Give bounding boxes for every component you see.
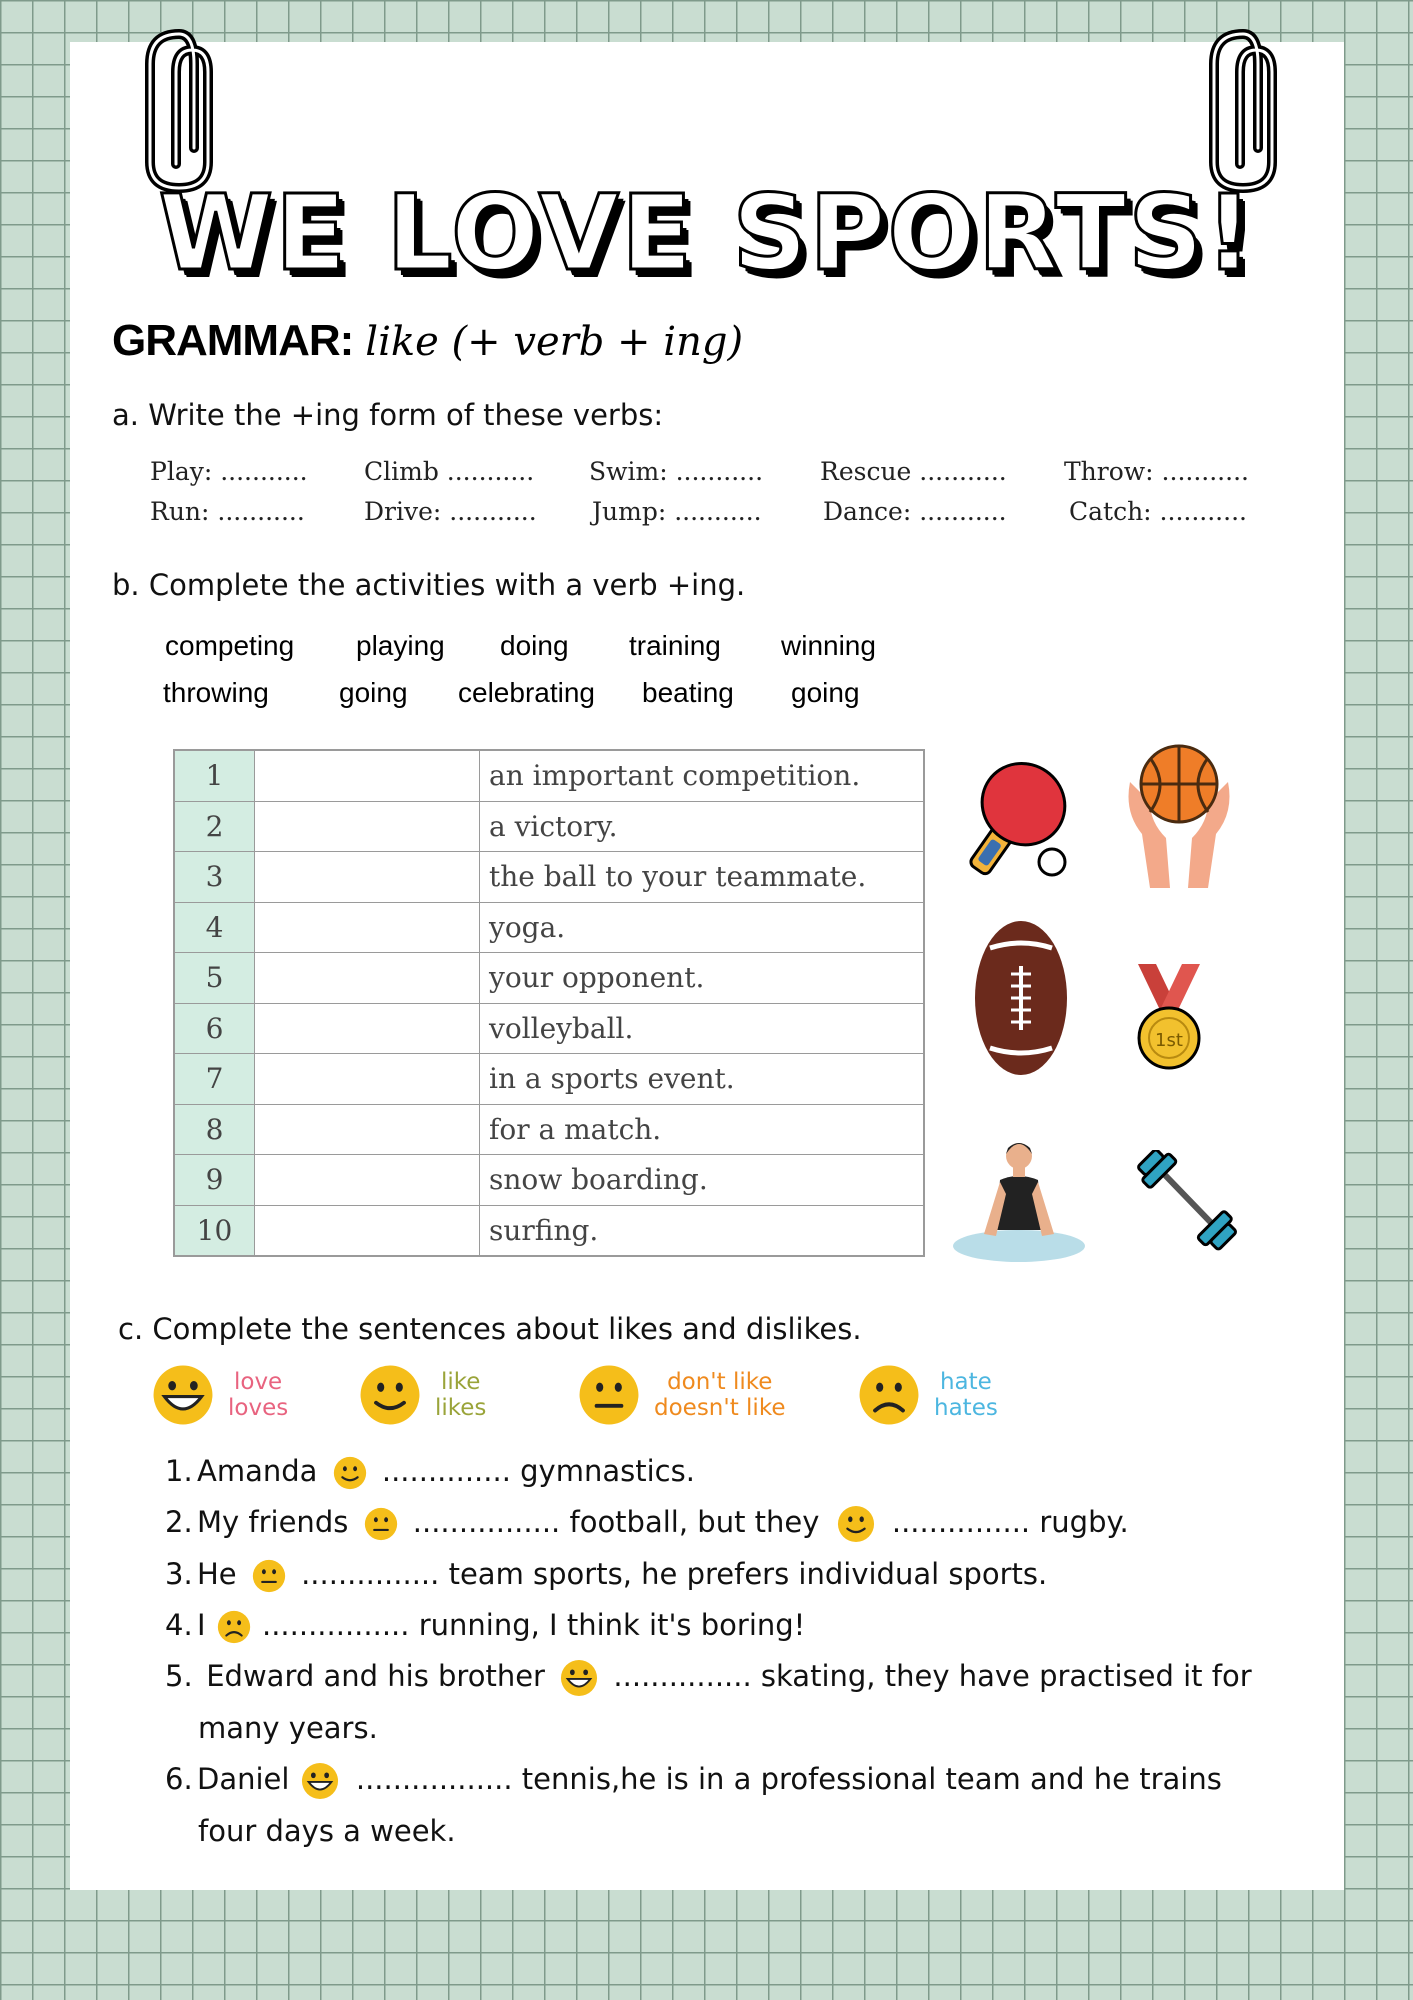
sentence-end[interactable]: ............... skating, they have practised it for — [613, 1659, 1252, 1693]
sentence-continuation: four days a week. — [198, 1814, 456, 1848]
emoji-dont-like-icon — [578, 1364, 640, 1426]
emoji-hate-icon — [858, 1364, 920, 1426]
section-a-heading: a. Write the +ing form of these verbs: — [112, 398, 664, 432]
sentence-number: 5. — [165, 1659, 193, 1693]
table-row — [174, 801, 924, 852]
table-row — [174, 852, 924, 903]
medal-icon — [1130, 960, 1208, 1072]
legend-hate — [858, 1364, 998, 1426]
sentence-start: Daniel — [197, 1762, 290, 1796]
answer-cell[interactable] — [255, 801, 480, 852]
verb-blank[interactable]: Climb ........... — [364, 457, 535, 486]
sentence-end[interactable]: ............... rugby. — [891, 1505, 1129, 1539]
answer-cell[interactable] — [255, 852, 480, 903]
table-row — [174, 1104, 924, 1155]
sentence-end[interactable]: ................. tennis,he is in a professional team and he trains — [355, 1762, 1222, 1796]
table-row — [174, 1054, 924, 1105]
sentence-start: I — [197, 1608, 206, 1642]
basketball-icon — [1120, 742, 1238, 892]
verb-blank[interactable]: Catch: ........... — [1069, 497, 1247, 526]
verb-blank[interactable]: Throw: ........... — [1064, 457, 1249, 486]
sentence-end[interactable]: ............... team sports, he prefers individual sports. — [301, 1557, 1048, 1591]
answer-cell[interactable] — [255, 1155, 480, 1206]
sentence — [165, 1454, 695, 1490]
yoga-icon — [950, 1138, 1088, 1266]
sentence-start: Edward and his brother — [197, 1659, 545, 1693]
sentence-end[interactable]: ................ running, I think it's boring! — [262, 1608, 806, 1642]
section-c-heading: c. Complete the sentences about likes and dislikes. — [118, 1312, 862, 1346]
emoji-hate-icon — [217, 1610, 251, 1644]
emoji-dont-like-icon — [364, 1507, 398, 1541]
row-number: 2 — [174, 801, 255, 852]
row-number: 10 — [174, 1205, 255, 1256]
legend-dont-like — [578, 1364, 785, 1426]
emoji-love-icon — [560, 1659, 598, 1697]
verb-blank[interactable]: Dance: ........... — [823, 497, 1007, 526]
sentence-number: 2. — [165, 1505, 193, 1539]
legend-line2: hates — [934, 1395, 998, 1421]
activity-ending: an important competition. — [480, 750, 925, 801]
sentence-continuation: many years. — [198, 1711, 378, 1745]
table-row — [174, 1003, 924, 1054]
legend-line2: loves — [228, 1395, 289, 1421]
row-number: 7 — [174, 1054, 255, 1105]
dumbbell-icon — [1136, 1150, 1246, 1254]
table-row — [174, 1155, 924, 1206]
legend-line1: hate — [939, 1369, 992, 1395]
word-bank-item: doing — [500, 630, 569, 661]
sentence-number: 6. — [165, 1762, 193, 1796]
ping-pong-icon — [952, 758, 1084, 890]
word-bank-item: going — [791, 677, 860, 708]
table-row — [174, 953, 924, 1004]
legend-line1: don't like — [667, 1369, 773, 1395]
sentence — [165, 1505, 1129, 1543]
row-number: 3 — [174, 852, 255, 903]
verb-blank[interactable]: Swim: ........... — [589, 457, 764, 486]
activity-ending: snow boarding. — [480, 1155, 925, 1206]
sentence-start: My friends — [197, 1505, 349, 1539]
sentence-start: He — [197, 1557, 237, 1591]
word-bank-item: training — [629, 630, 721, 661]
rugby-ball-icon — [970, 918, 1072, 1078]
answer-cell[interactable] — [255, 750, 480, 801]
legend-line1: love — [233, 1369, 283, 1395]
answer-cell[interactable] — [255, 902, 480, 953]
svg-text:1st: 1st — [1155, 1030, 1183, 1051]
section-b-heading: b. Complete the activities with a verb +ing. — [112, 568, 746, 602]
emoji-like-icon — [333, 1456, 367, 1490]
activity-ending: surfing. — [480, 1205, 925, 1256]
emoji-dont-like-icon — [252, 1559, 286, 1593]
answer-cell[interactable] — [255, 1104, 480, 1155]
sentence — [165, 1608, 805, 1644]
verb-blank[interactable]: Jump: ........... — [592, 497, 762, 526]
sentence-number: 3. — [165, 1557, 193, 1591]
verb-blank[interactable]: Play: ........... — [150, 457, 308, 486]
activities-table — [173, 749, 925, 1257]
row-number: 4 — [174, 902, 255, 953]
answer-cell[interactable] — [255, 1205, 480, 1256]
row-number: 5 — [174, 953, 255, 1004]
activity-ending: volleyball. — [480, 1003, 925, 1054]
word-bank-item: winning — [781, 630, 876, 661]
sentence-number: 1. — [165, 1454, 193, 1488]
verb-blank[interactable]: Run: ........... — [150, 497, 305, 526]
verb-blank[interactable]: Rescue ........... — [820, 457, 1007, 486]
emoji-like-icon — [359, 1364, 421, 1426]
legend-love — [152, 1364, 288, 1426]
answer-cell[interactable] — [255, 1003, 480, 1054]
word-bank-item: beating — [642, 677, 734, 708]
emoji-love-icon — [301, 1762, 339, 1800]
table-row — [174, 750, 924, 801]
sentence-number: 4. — [165, 1608, 193, 1642]
activity-ending: in a sports event. — [480, 1054, 925, 1105]
row-number: 8 — [174, 1104, 255, 1155]
sentence-start: Amanda — [197, 1454, 318, 1488]
word-bank-item: throwing — [163, 677, 269, 708]
sentence-end[interactable]: .............. gymnastics. — [381, 1454, 695, 1488]
sentence-middle[interactable]: ................ football, but they — [412, 1505, 820, 1539]
activity-ending: a victory. — [480, 801, 925, 852]
word-bank-item: going — [339, 677, 408, 708]
page-title: WE LOVE SPORTS! — [158, 172, 1255, 294]
word-bank-item: celebrating — [458, 677, 595, 708]
sentence — [165, 1557, 1047, 1593]
activity-ending: the ball to your teammate. — [480, 852, 925, 903]
legend-line2: likes — [435, 1395, 487, 1421]
grammar-label: GRAMMAR: — [112, 316, 354, 365]
word-bank-item: playing — [356, 630, 445, 661]
answer-cell[interactable] — [255, 1054, 480, 1105]
legend-like — [359, 1364, 486, 1426]
activity-ending: yoga. — [480, 902, 925, 953]
answer-cell[interactable] — [255, 953, 480, 1004]
grammar-rule: like (+ verb + ing) — [365, 319, 744, 365]
word-bank-item: competing — [165, 630, 295, 661]
legend-line1: like — [440, 1369, 481, 1395]
table-row — [174, 902, 924, 953]
verb-blank[interactable]: Drive: ........... — [364, 497, 537, 526]
row-number: 9 — [174, 1155, 255, 1206]
sentence — [165, 1659, 1252, 1697]
legend-line2: doesn't like — [654, 1395, 786, 1421]
emoji-like-icon — [837, 1505, 875, 1543]
activity-ending: your opponent. — [480, 953, 925, 1004]
grammar-line — [112, 316, 743, 366]
row-number: 1 — [174, 750, 255, 801]
table-row — [174, 1205, 924, 1256]
emoji-love-icon — [152, 1364, 214, 1426]
row-number: 6 — [174, 1003, 255, 1054]
sentence — [165, 1762, 1222, 1800]
activity-ending: for a match. — [480, 1104, 925, 1155]
